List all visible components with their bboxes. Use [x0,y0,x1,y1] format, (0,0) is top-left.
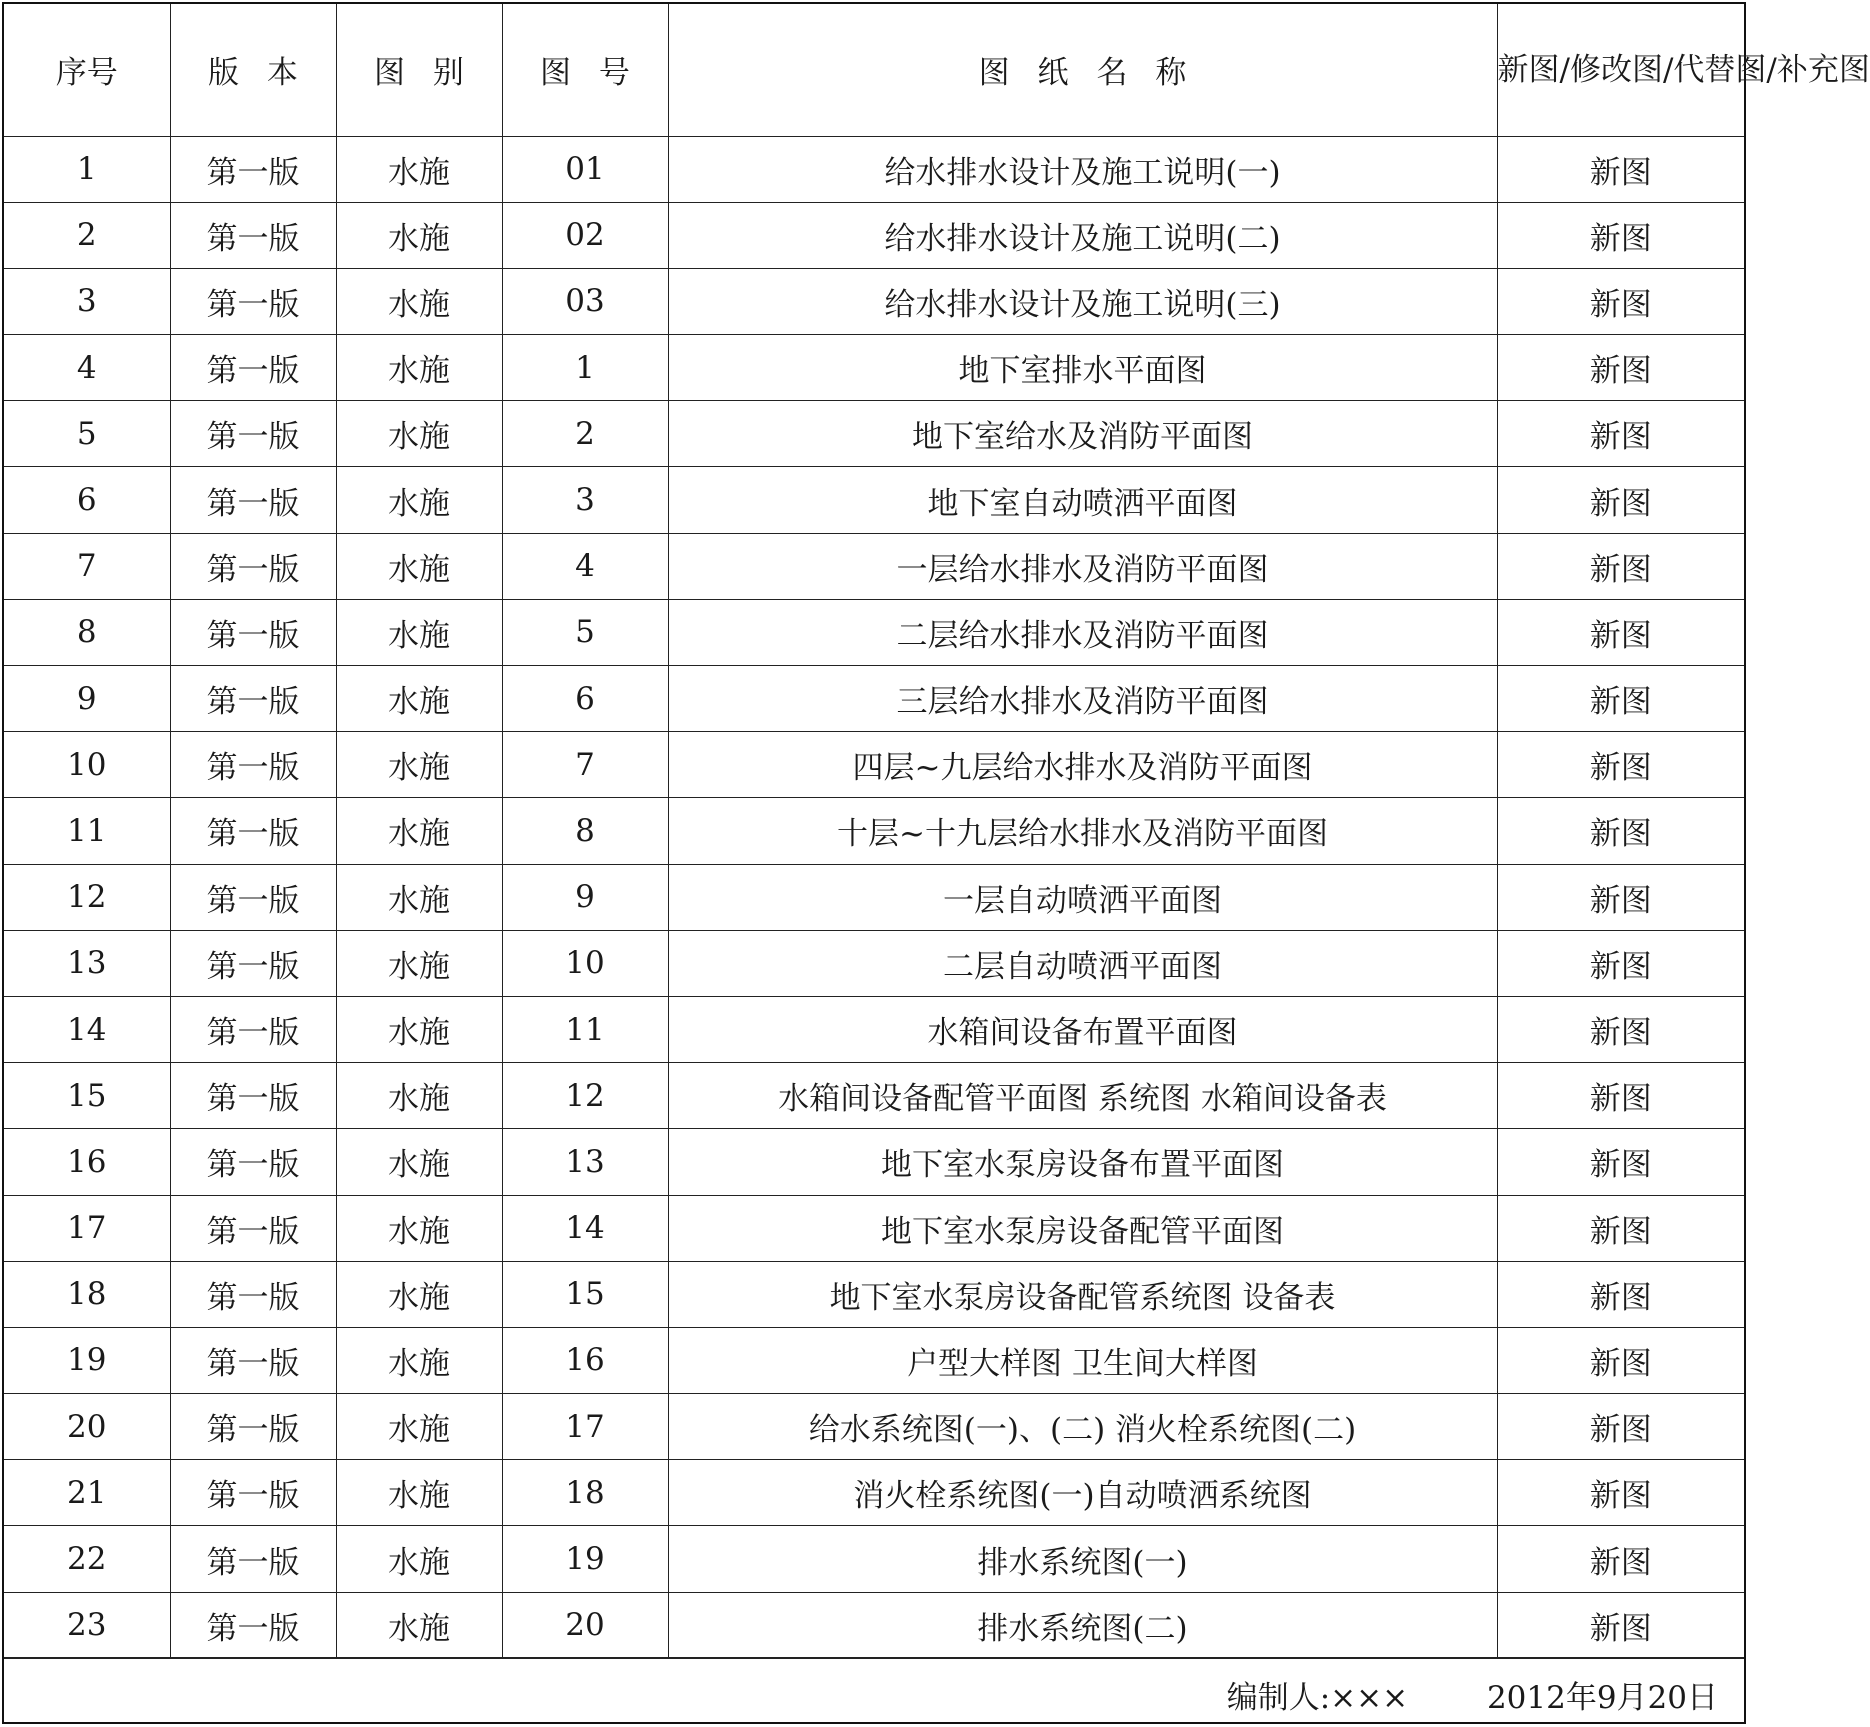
cell-category: 水施 [336,798,502,864]
cell-category: 水施 [336,732,502,798]
table-body [4,136,1744,1658]
cell-category: 水施 [336,136,502,202]
cell-version: 第一版 [170,1526,336,1592]
cell-category: 水施 [336,533,502,599]
cell-seq: 19 [4,1327,170,1393]
cell-status: 新图 [1497,202,1744,268]
cell-category: 水施 [336,1526,502,1592]
cell-status: 新图 [1497,1261,1744,1327]
table-row [4,467,1744,533]
cell-seq: 2 [4,202,170,268]
cell-category: 水施 [336,1129,502,1195]
cell-status: 新图 [1497,1526,1744,1592]
cell-category: 水施 [336,1195,502,1261]
cell-version: 第一版 [170,864,336,930]
cell-seq: 18 [4,1261,170,1327]
cell-seq: 14 [4,996,170,1062]
cell-name: 地下室自动喷洒平面图 [668,467,1497,533]
compile-date: 2012年9月20日 [1486,1680,1718,1716]
cell-number: 7 [502,732,668,798]
cell-category: 水施 [336,666,502,732]
header-name: 图纸名称 [668,4,1497,136]
cell-version: 第一版 [170,335,336,401]
cell-number: 17 [502,1394,668,1460]
cell-seq: 22 [4,1526,170,1592]
cell-version: 第一版 [170,1129,336,1195]
cell-status: 新图 [1497,732,1744,798]
cell-number: 3 [502,467,668,533]
cell-category: 水施 [336,467,502,533]
cell-seq: 13 [4,930,170,996]
cell-category: 水施 [336,1592,502,1658]
cell-version: 第一版 [170,202,336,268]
cell-status: 新图 [1497,798,1744,864]
cell-name: 一层给水排水及消防平面图 [668,533,1497,599]
cell-seq: 17 [4,1195,170,1261]
cell-version: 第一版 [170,1195,336,1261]
cell-category: 水施 [336,401,502,467]
table-row [4,996,1744,1062]
cell-name: 地下室水泵房设备配管系统图 设备表 [668,1261,1497,1327]
table-row [4,1063,1744,1129]
cell-name: 三层给水排水及消防平面图 [668,666,1497,732]
cell-seq: 10 [4,732,170,798]
table-row [4,1129,1744,1195]
cell-number: 13 [502,1129,668,1195]
cell-number: 16 [502,1327,668,1393]
cell-version: 第一版 [170,467,336,533]
cell-version: 第一版 [170,1394,336,1460]
cell-version: 第一版 [170,533,336,599]
cell-status: 新图 [1497,666,1744,732]
cell-status: 新图 [1497,930,1744,996]
cell-name: 给水排水设计及施工说明(一) [668,136,1497,202]
cell-version: 第一版 [170,666,336,732]
cell-status: 新图 [1497,996,1744,1062]
table-row [4,335,1744,401]
cell-number: 01 [502,136,668,202]
cell-category: 水施 [336,335,502,401]
cell-category: 水施 [336,599,502,665]
table-row [4,798,1744,864]
cell-number: 03 [502,268,668,334]
cell-name: 一层自动喷洒平面图 [668,864,1497,930]
cell-category: 水施 [336,1327,502,1393]
header-number: 图号 [502,4,668,136]
cell-name: 给水排水设计及施工说明(三) [668,268,1497,334]
cell-status: 新图 [1497,1394,1744,1460]
cell-name: 水箱间设备配管平面图 系统图 水箱间设备表 [668,1063,1497,1129]
header-row [4,4,1744,136]
cell-version: 第一版 [170,1261,336,1327]
cell-number: 18 [502,1460,668,1526]
cell-name: 户型大样图 卫生间大样图 [668,1327,1497,1393]
cell-number: 4 [502,533,668,599]
cell-version: 第一版 [170,136,336,202]
cell-category: 水施 [336,864,502,930]
table-row [4,1261,1744,1327]
cell-name: 消火栓系统图(一)自动喷洒系统图 [668,1460,1497,1526]
footer-line [1227,1672,1718,1717]
header-version: 版本 [170,4,336,136]
table-row [4,666,1744,732]
cell-category: 水施 [336,1063,502,1129]
cell-category: 水施 [336,1261,502,1327]
cell-category: 水施 [336,1460,502,1526]
table-row [4,599,1744,665]
cell-status: 新图 [1497,268,1744,334]
cell-status: 新图 [1497,467,1744,533]
cell-version: 第一版 [170,599,336,665]
cell-status: 新图 [1497,599,1744,665]
cell-version: 第一版 [170,1592,336,1658]
cell-number: 15 [502,1261,668,1327]
cell-seq: 9 [4,666,170,732]
cell-name: 四层~九层给水排水及消防平面图 [668,732,1497,798]
footer-bar [4,1657,1744,1722]
cell-name: 二层给水排水及消防平面图 [668,599,1497,665]
cell-seq: 11 [4,798,170,864]
cell-number: 1 [502,335,668,401]
table-row [4,533,1744,599]
cell-category: 水施 [336,268,502,334]
cell-name: 水箱间设备布置平面图 [668,996,1497,1062]
table-row [4,401,1744,467]
cell-number: 20 [502,1592,668,1658]
cell-number: 2 [502,401,668,467]
cell-version: 第一版 [170,1327,336,1393]
cell-number: 02 [502,202,668,268]
table-row [4,202,1744,268]
cell-status: 新图 [1497,1592,1744,1658]
cell-number: 5 [502,599,668,665]
cell-number: 14 [502,1195,668,1261]
cell-version: 第一版 [170,268,336,334]
table-row [4,268,1744,334]
table-row [4,1460,1744,1526]
header-seq: 序号 [4,4,170,136]
drawing-list-table [4,4,1870,1659]
cell-seq: 16 [4,1129,170,1195]
cell-status: 新图 [1497,533,1744,599]
cell-number: 12 [502,1063,668,1129]
table-row [4,1592,1744,1658]
cell-number: 10 [502,930,668,996]
cell-seq: 15 [4,1063,170,1129]
cell-name: 地下室水泵房设备配管平面图 [668,1195,1497,1261]
table-row [4,1195,1744,1261]
cell-name: 给水排水设计及施工说明(二) [668,202,1497,268]
cell-number: 11 [502,996,668,1062]
cell-status: 新图 [1497,1327,1744,1393]
cell-status: 新图 [1497,401,1744,467]
cell-category: 水施 [336,996,502,1062]
cell-number: 9 [502,864,668,930]
cell-version: 第一版 [170,996,336,1062]
cell-status: 新图 [1497,1195,1744,1261]
cell-status: 新图 [1497,1460,1744,1526]
cell-seq: 21 [4,1460,170,1526]
table-row [4,1327,1744,1393]
compiler-label: 编制人:××× [1226,1680,1409,1716]
cell-version: 第一版 [170,1063,336,1129]
cell-name: 给水系统图(一)、(二) 消火栓系统图(二) [668,1394,1497,1460]
table-row [4,136,1744,202]
cell-seq: 23 [4,1592,170,1658]
cell-name: 排水系统图(一) [668,1526,1497,1592]
cell-version: 第一版 [170,1460,336,1526]
cell-status: 新图 [1497,864,1744,930]
cell-number: 6 [502,666,668,732]
cell-seq: 4 [4,335,170,401]
cell-name: 地下室水泵房设备布置平面图 [668,1129,1497,1195]
drawing-list-sheet [2,2,1870,1724]
cell-seq: 12 [4,864,170,930]
cell-name: 地下室给水及消防平面图 [668,401,1497,467]
header-status: 新图/修改图/代替图/补充图 [1497,4,1744,136]
cell-seq: 3 [4,268,170,334]
cell-seq: 7 [4,533,170,599]
cell-seq: 8 [4,599,170,665]
cell-number: 19 [502,1526,668,1592]
cell-seq: 1 [4,136,170,202]
cell-number: 8 [502,798,668,864]
cell-status: 新图 [1497,136,1744,202]
cell-name: 地下室排水平面图 [668,335,1497,401]
cell-name: 二层自动喷洒平面图 [668,930,1497,996]
cell-status: 新图 [1497,1129,1744,1195]
cell-category: 水施 [336,202,502,268]
cell-name: 排水系统图(二) [668,1592,1497,1658]
header-category: 图别 [336,4,502,136]
cell-seq: 5 [4,401,170,467]
cell-category: 水施 [336,930,502,996]
table-row [4,1526,1744,1592]
table-row [4,1394,1744,1460]
cell-seq: 6 [4,467,170,533]
table-row [4,864,1744,930]
table-row [4,732,1744,798]
cell-name: 十层~十九层给水排水及消防平面图 [668,798,1497,864]
cell-status: 新图 [1497,1063,1744,1129]
cell-category: 水施 [336,1394,502,1460]
cell-version: 第一版 [170,798,336,864]
cell-seq: 20 [4,1394,170,1460]
cell-status: 新图 [1497,335,1744,401]
cell-version: 第一版 [170,401,336,467]
cell-version: 第一版 [170,930,336,996]
table-row [4,930,1744,996]
cell-version: 第一版 [170,732,336,798]
